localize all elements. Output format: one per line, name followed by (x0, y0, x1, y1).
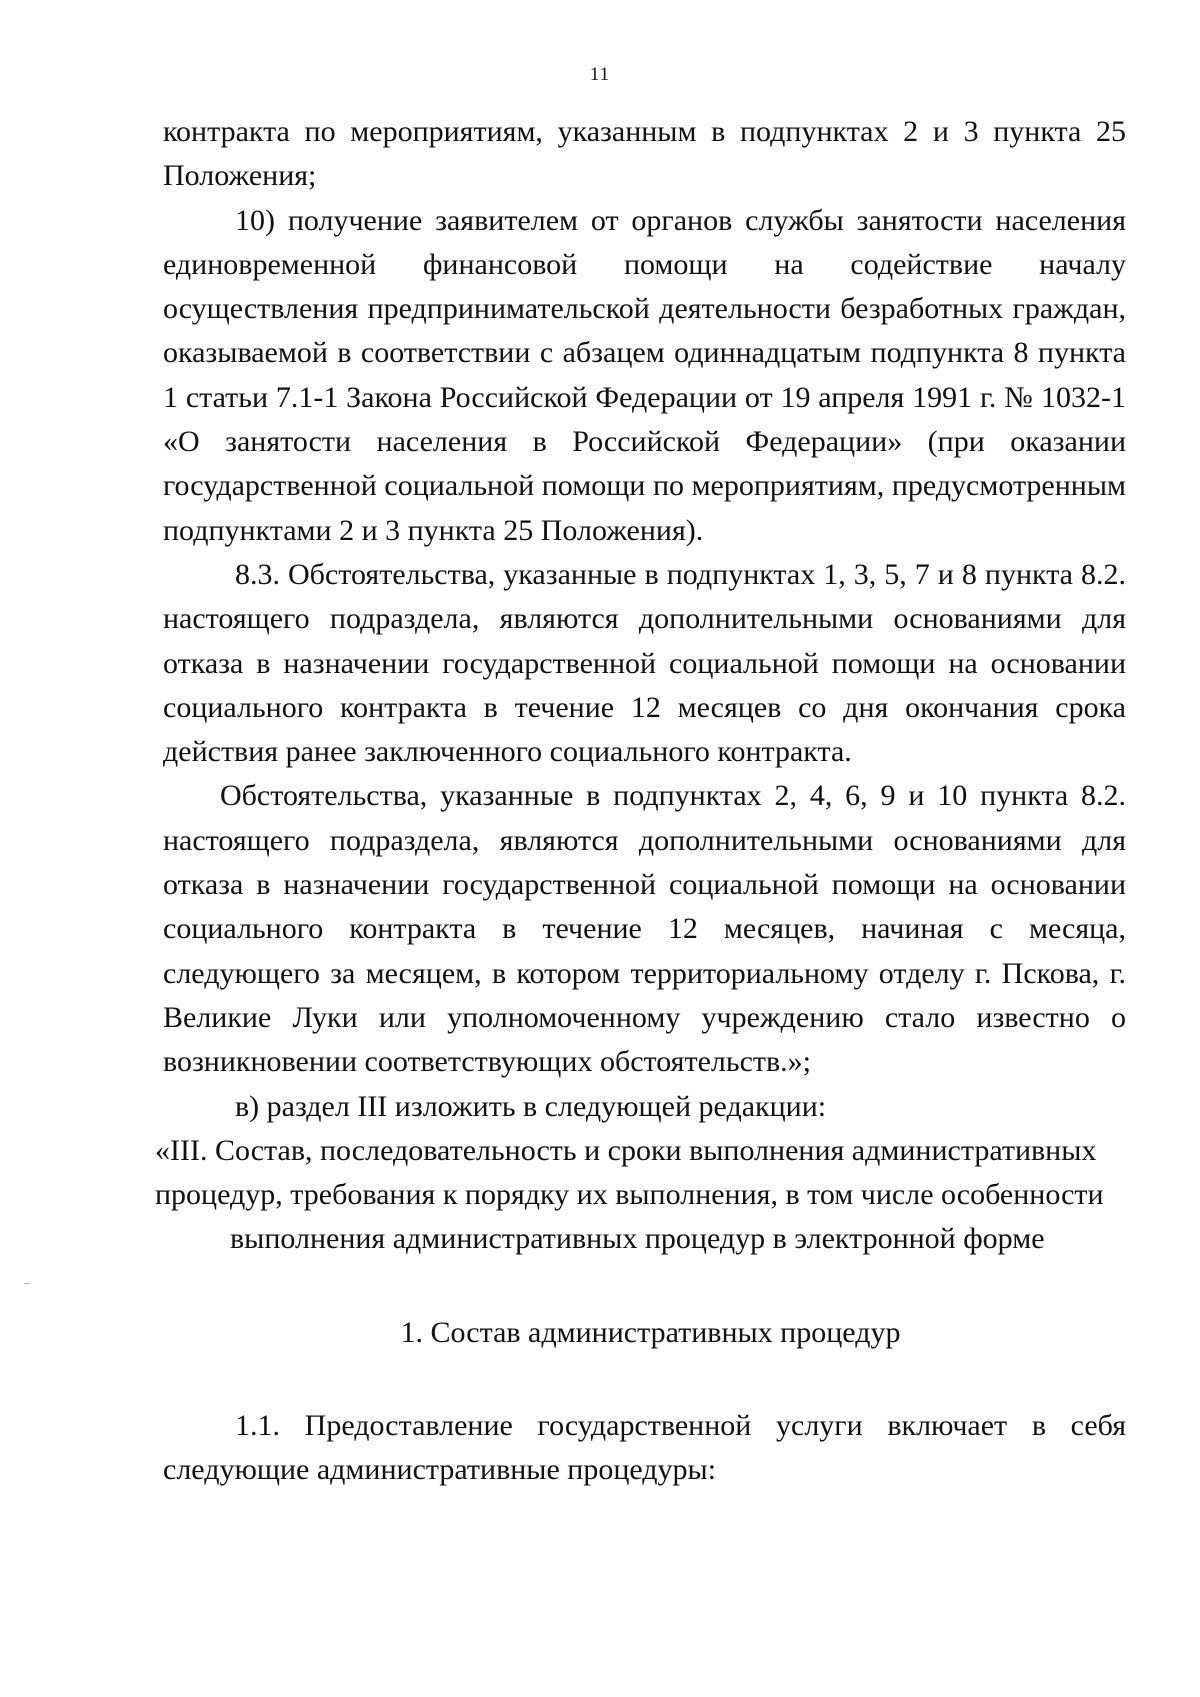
section-heading (155, 1129, 1126, 1262)
page-number: 11 (589, 64, 611, 85)
subsection-title: 1. Состав административных процедур (400, 1315, 901, 1349)
section-heading-line: процедур, требования к порядку их выполнения, в том числе особенности (155, 1178, 1104, 1212)
paragraph-continuation: контракта по мероприятиям, указанным в подпунктах 2 и 3 пункта 25 Положения; (163, 115, 1126, 193)
paragraph-item-10: 10) получение заявителем от органов службы занятости населения единовременной финансовой помощи на содействие началу осуществления предпринимательской деятельности безработных граждан, оказываемой в соответствии с абзацем одиннадцатым подпункта 8 пункта 1 статьи 7.1-1 Закона Российской Федерации от 19 апреля 1991 г. № 1032-1 «О занятости населения в Российской Федерации» (при оказании государственной социальной помощи по мероприятиям, предусмотренным подпунктами 2 и 3 пункта 25 Положения). (163, 203, 1126, 547)
paragraph-8-3: 8.3. Обстоятельства, указанные в подпунктах 1, 3, 5, 7 и 8 пункта 8.2. настоящего подраздела, являются дополнительными основаниями для отказа в назначении государственной социальной помощи на основании социального контракта в течение 12 месяцев со дня окончания срока действия ранее заключенного социального контракта. (163, 557, 1126, 769)
paragraph-circumstances: Обстоятельства, указанные в подпунктах 2, 4, 6, 9 и 10 пункта 8.2. настоящего подраздела, являются дополнительными основаниями для отказа в назначении государственной социальной помощи на основании социального контракта в течение 12 месяцев, начиная с месяца, следующего за месяцем, в котором территориальному отделу г. Пскова, г. Великие Луки или уполномоченному учреждению стало известно о возникновении соответствующих обстоятельств.»; (163, 779, 1126, 1079)
scan-margin-mark (24, 1283, 30, 1284)
paragraph-amendment-v: в) раздел III изложить в следующей редакции: (235, 1089, 827, 1123)
section-heading-line: «III. Состав, последовательность и сроки выполнения административных (155, 1133, 1097, 1167)
section-heading-line: выполнения административных процедур в электронной форме (230, 1222, 1045, 1256)
paragraph-1-1: 1.1. Предоставление государственной услуги включает в себя следующие административные процедуры: (163, 1409, 1126, 1487)
document-body (155, 110, 1126, 1493)
